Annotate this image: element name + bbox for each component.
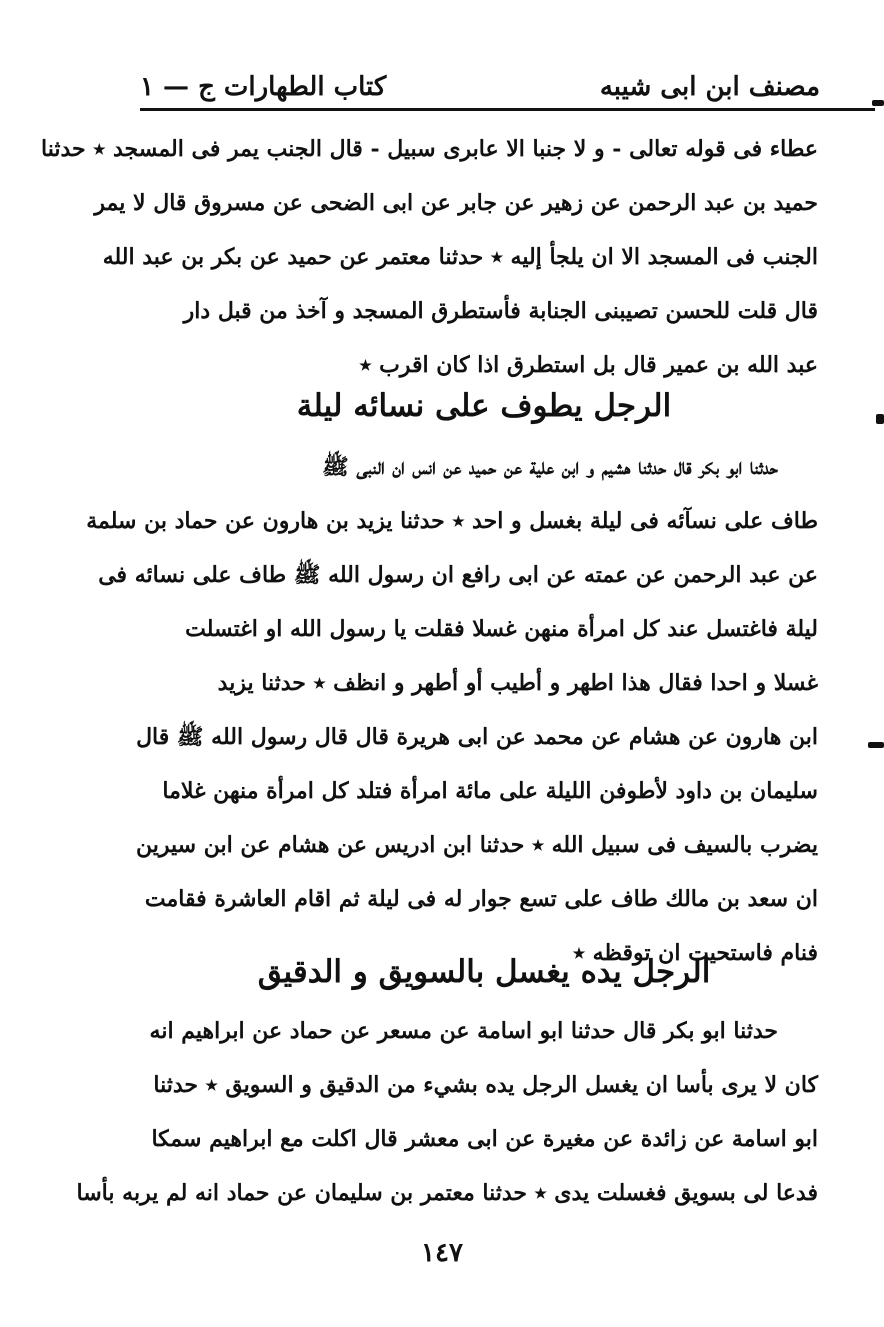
chapter-label: كتاب الطهارات ج — ١ [140, 72, 387, 102]
section-heading: الرجل يطوف على نسائه ليلة [296, 388, 672, 424]
paragraph [86, 440, 818, 980]
text-line: عطاء فى قوله تعالى - و لا جنبا الا عابرى سبيل - قال الجنب يمر فى المسجد ٭ حدثنا [41, 136, 818, 162]
text-line: كان لا يرى بأسا ان يغسل الرجل يده بشيء من الدقيق و السويق ٭ حدثنا [153, 1072, 818, 1098]
text-line: غسلا و احدا فقال هذا اطهر و أطيب أو أطهر و انظف ٭ حدثنا يزيد [217, 670, 818, 696]
text-line: يضرب بالسيف فى سبيل الله ٭ حدثنا ابن ادريس عن هشام عن ابن سيرين [136, 832, 818, 858]
paragraph [41, 122, 818, 392]
page-number: ١٤٧ [421, 1238, 463, 1268]
text-line: ان سعد بن مالك طاف على تسع جوار له فى ليلة ثم اقام العاشرة فقامت [144, 886, 818, 912]
text-line: طاف على نسآئه فى ليلة بغسل و احد ٭ حدثنا يزيد بن هارون عن حماد بن سلمة [86, 508, 818, 534]
text-line: الجنب فى المسجد الا ان يلجأ إليه ٭ حدثنا معتمر عن حميد عن بكر بن عبد الله [102, 244, 818, 270]
book-title: مصنف ابن ابى شيبه [599, 72, 820, 102]
text-line: حدثنا ابو بكر قال حدثنا ابو اسامة عن مسعر عن حماد عن ابراهيم انه [149, 1018, 778, 1044]
text-line: سليمان بن داود لأطوفن الليلة على مائة امرأة فتلد كل امرأة منهن غلاما [162, 778, 818, 804]
text-line: قال قلت للحسن تصيبنى الجنابة فأستطرق المسجد و آخذ من قبل دار [183, 298, 818, 324]
text-line: حميد بن عبد الرحمن عن زهير عن جابر عن ابى الضحى عن مسروق قال لا يمر [94, 190, 818, 216]
text-line: ليلة فاغتسل عند كل امرأة منهن غسلا فقلت يا رسول الله او اغتسلت [185, 616, 818, 642]
running-header [140, 52, 820, 102]
text-line: عن عبد الرحمن عن عمته عن ابى رافع ان رسول الله ﷺ طاف على نسائه فى [98, 562, 818, 588]
margin-ink-mark [876, 414, 884, 424]
text-line: عبد الله بن عمير قال بل استطرق اذا كان اقرب ٭ [359, 352, 818, 378]
text-line: فنام فاستحيت ان توقظه ٭ [573, 940, 818, 966]
margin-ink-mark [872, 100, 884, 106]
paragraph [76, 1004, 818, 1220]
text-line: ابن هارون عن هشام عن محمد عن ابى هريرة قال قال رسول الله ﷺ قال [136, 724, 818, 750]
text-line: ابو اسامة عن زائدة عن مغيرة عن ابى معشر قال اكلت مع ابراهيم سمكا [151, 1126, 818, 1152]
text-line: حدثنا ابو بكر قال حدثنا هشيم و ابن علية عن حميد عن انس ان النبى ﷺ [322, 454, 778, 480]
header-rule [140, 108, 875, 111]
margin-ink-mark [868, 742, 884, 748]
text-line: فدعا لى بسويق فغسلت يدى ٭ حدثنا معتمر بن سليمان عن حماد انه لم يربه بأسا [76, 1180, 818, 1206]
section-heading: الرجل يده يغسل بالسويق و الدقيق [257, 954, 711, 990]
